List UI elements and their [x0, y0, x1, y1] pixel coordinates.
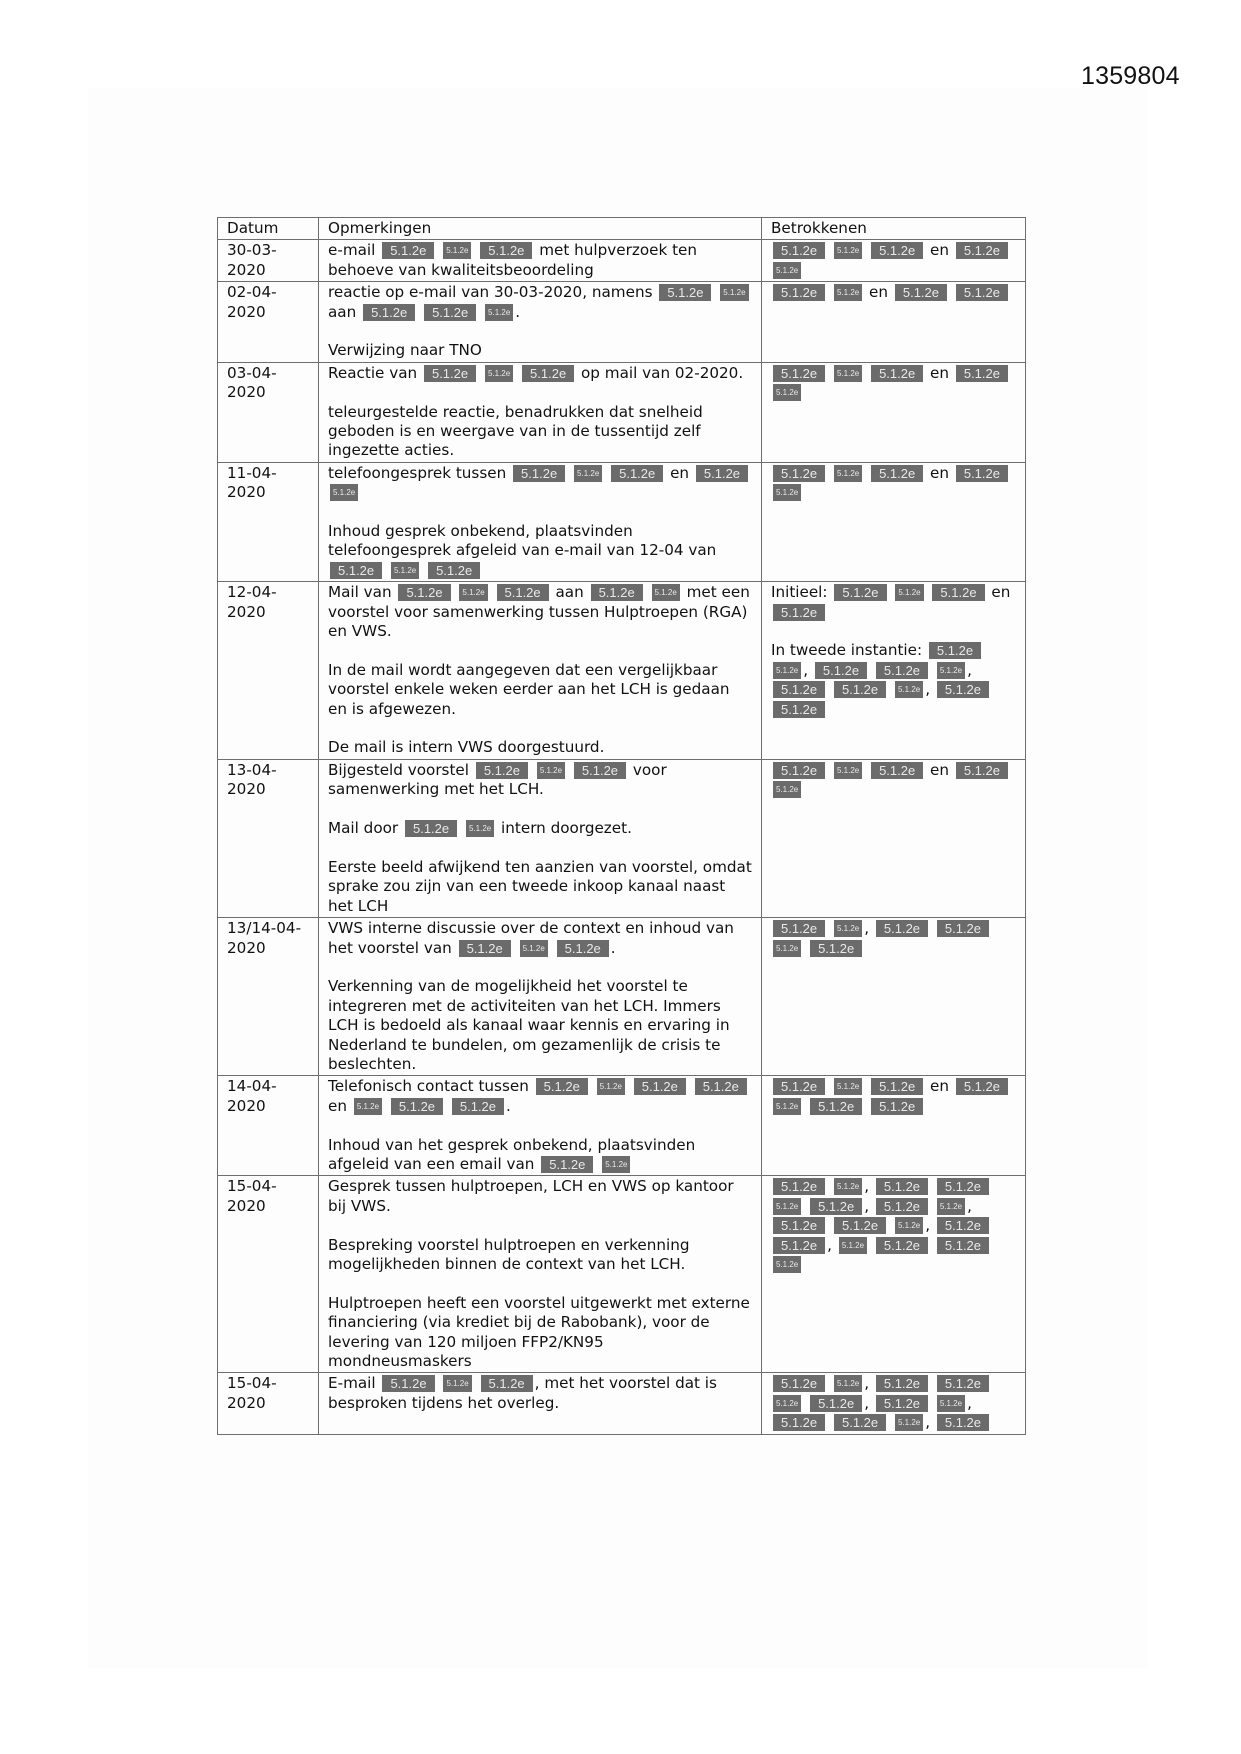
redaction-box: 5.1.2e: [459, 584, 487, 601]
redaction-box: 5.1.2e: [773, 1256, 801, 1273]
redaction-box: 5.1.2e: [956, 242, 1008, 259]
remarks-paragraph: Mail door 5.1.2e 5.1.2e intern doorgezet.: [328, 819, 632, 838]
involved-cell: [762, 282, 1026, 363]
redaction-box: 5.1.2e: [773, 920, 825, 937]
redaction-box: 5.1.2e: [937, 681, 989, 698]
redaction-box: 5.1.2e: [876, 1237, 928, 1254]
redaction-box: 5.1.2e: [485, 304, 513, 321]
redaction-box: 5.1.2e: [391, 1098, 443, 1115]
redaction-box: 5.1.2e: [773, 1078, 825, 1095]
remarks-paragraph: Verwijzing naar TNO: [328, 341, 482, 360]
date-cell: 03-04-2020: [218, 362, 319, 462]
redaction-box: 5.1.2e: [773, 662, 801, 679]
redaction-box: 5.1.2e: [834, 1217, 886, 1234]
redaction-box: 5.1.2e: [956, 465, 1008, 482]
table-row: [218, 1076, 1026, 1176]
redaction-box: 5.1.2e: [659, 284, 711, 301]
redaction-box: 5.1.2e: [382, 1375, 434, 1392]
redaction-box: 5.1.2e: [537, 762, 565, 779]
involved-cell: [762, 1076, 1026, 1176]
involved-paragraph: 5.1.2e 5.1.2e , 5.1.2e 5.1.2e 5.1.2e 5.1.2e , 5.1.2e 5.1.2e , 5.1.2e 5.1.2e 5.1.2e , 5.1.2e 5.1.2e , 5.1.2e 5.1.2e 5.1.2e 5.1.2e: [771, 1177, 1016, 1274]
redaction-box: 5.1.2e: [773, 262, 801, 279]
involved-cell: [762, 582, 1026, 760]
table-row: [218, 462, 1026, 581]
redaction-box: 5.1.2e: [956, 1078, 1008, 1095]
redaction-box: 5.1.2e: [834, 284, 862, 301]
involved-paragraph: 5.1.2e 5.1.2e 5.1.2e en 5.1.2e 5.1.2e: [771, 761, 1016, 800]
redaction-box: 5.1.2e: [834, 242, 862, 259]
redaction-box: 5.1.2e: [574, 762, 626, 779]
redaction-box: 5.1.2e: [696, 465, 748, 482]
redaction-box: 5.1.2e: [815, 662, 867, 679]
redaction-box: 5.1.2e: [773, 604, 825, 621]
remarks-paragraph: telefoongesprek tussen 5.1.2e 5.1.2e 5.1.2e en 5.1.2e 5.1.2e: [328, 464, 752, 503]
redaction-box: 5.1.2e: [876, 662, 928, 679]
involved-paragraph: 5.1.2e 5.1.2e 5.1.2e en 5.1.2e 5.1.2e: [771, 241, 1016, 280]
redaction-box: 5.1.2e: [773, 365, 825, 382]
involved-cell: [762, 362, 1026, 462]
involved-cell: [762, 1176, 1026, 1373]
remarks-cell: [319, 282, 762, 363]
redaction-box: 5.1.2e: [522, 365, 574, 382]
remarks-paragraph: De mail is intern VWS doorgestuurd.: [328, 738, 605, 757]
redaction-box: 5.1.2e: [597, 1078, 625, 1095]
redaction-box: 5.1.2e: [574, 465, 602, 482]
table-header-row: [218, 218, 1026, 240]
date-cell: 30-03-2020: [218, 240, 319, 282]
redaction-box: 5.1.2e: [773, 1217, 825, 1234]
redaction-box: 5.1.2e: [937, 1395, 965, 1412]
redaction-box: 5.1.2e: [611, 465, 663, 482]
redaction-box: 5.1.2e: [330, 562, 382, 579]
column-header: Datum: [218, 218, 319, 240]
redaction-box: 5.1.2e: [834, 681, 886, 698]
redaction-box: 5.1.2e: [876, 1375, 928, 1392]
redaction-box: 5.1.2e: [481, 1375, 533, 1392]
remarks-paragraph: Reactie van 5.1.2e 5.1.2e 5.1.2e op mail van 02-2020.: [328, 363, 744, 382]
table-row: [218, 1176, 1026, 1373]
involved-paragraph: 5.1.2e 5.1.2e 5.1.2e en 5.1.2e 5.1.2e: [771, 364, 1016, 403]
redaction-box: 5.1.2e: [834, 584, 886, 601]
remarks-cell: [319, 362, 762, 462]
table-row: [218, 759, 1026, 917]
redaction-box: 5.1.2e: [773, 762, 825, 779]
redaction-box: 5.1.2e: [956, 762, 1008, 779]
redaction-box: 5.1.2e: [932, 584, 984, 601]
remarks-paragraph: Mail van 5.1.2e 5.1.2e 5.1.2e aan 5.1.2e 5.1.2e met een voorstel voor samenwerking tussen Hulptroepen (RGA) en VWS.: [328, 583, 750, 641]
involved-cell: [762, 759, 1026, 917]
table-row: [218, 1373, 1026, 1434]
redaction-box: 5.1.2e: [937, 662, 965, 679]
redaction-box: 5.1.2e: [428, 562, 480, 579]
remarks-paragraph: Bespreking voorstel hulptroepen en verkenning mogelijkheden binnen de context van het LCH.: [328, 1235, 690, 1273]
redaction-box: 5.1.2e: [443, 242, 471, 259]
redaction-box: 5.1.2e: [773, 1395, 801, 1412]
remarks-paragraph: Telefonisch contact tussen 5.1.2e 5.1.2e 5.1.2e 5.1.2e en 5.1.2e 5.1.2e 5.1.2e .: [328, 1077, 752, 1116]
redaction-box: 5.1.2e: [810, 1198, 862, 1215]
redaction-box: 5.1.2e: [382, 242, 434, 259]
redaction-box: 5.1.2e: [541, 1156, 593, 1173]
redaction-box: 5.1.2e: [895, 584, 923, 601]
redaction-box: 5.1.2e: [773, 1237, 825, 1254]
redaction-box: 5.1.2e: [363, 304, 415, 321]
redaction-box: 5.1.2e: [520, 940, 548, 957]
redaction-box: 5.1.2e: [476, 762, 528, 779]
remarks-paragraph: In de mail wordt aangegeven dat een vergelijkbaar voorstel enkele weken eerder aan het LCH is gedaan en is afgewezen.: [328, 660, 730, 718]
remarks-paragraph: reactie op e-mail van 30-03-2020, namens 5.1.2e 5.1.2e aan 5.1.2e 5.1.2e 5.1.2e .: [328, 283, 752, 322]
date-cell: 13/14-04-2020: [218, 918, 319, 1076]
remarks-cell: [319, 1076, 762, 1176]
redaction-box: 5.1.2e: [557, 940, 609, 957]
remarks-paragraph: Inhoud van het gesprek onbekend, plaatsvinden afgeleid van een email van 5.1.2e 5.1.2e: [328, 1135, 696, 1173]
remarks-cell: [319, 582, 762, 760]
remarks-paragraph: Inhoud gesprek onbekend, plaatsvinden telefoongesprek afgeleid van e-mail van 12-04 van 5.1.2e 5.1.2e 5.1.2e: [328, 522, 717, 578]
involved-paragraph: 5.1.2e 5.1.2e en 5.1.2e 5.1.2e: [771, 283, 1016, 302]
redaction-box: 5.1.2e: [773, 940, 801, 957]
involved-paragraph: In tweede instantie: 5.1.2e 5.1.2e , 5.1.2e 5.1.2e 5.1.2e , 5.1.2e 5.1.2e 5.1.2e , 5.1.2e 5.1.2e: [771, 641, 1016, 719]
remarks-paragraph: E-mail 5.1.2e 5.1.2e 5.1.2e , met het voorstel dat is besproken tijdens het overleg.: [328, 1374, 717, 1412]
remarks-paragraph: Bijgesteld voorstel 5.1.2e 5.1.2e 5.1.2e voor samenwerking met het LCH.: [328, 760, 667, 799]
redaction-box: 5.1.2e: [810, 1395, 862, 1412]
table-row: [218, 240, 1026, 282]
redaction-box: 5.1.2e: [773, 242, 825, 259]
redaction-box: 5.1.2e: [834, 1078, 862, 1095]
redaction-box: 5.1.2e: [834, 762, 862, 779]
redaction-box: 5.1.2e: [871, 465, 923, 482]
redaction-box: 5.1.2e: [485, 365, 513, 382]
redaction-box: 5.1.2e: [354, 1098, 382, 1115]
redaction-box: 5.1.2e: [937, 920, 989, 937]
remarks-paragraph: e-mail 5.1.2e 5.1.2e 5.1.2e met hulpverzoek ten behoeve van kwaliteitsbeoordeling: [328, 241, 698, 279]
redaction-box: 5.1.2e: [480, 242, 532, 259]
redaction-box: 5.1.2e: [773, 781, 801, 798]
redaction-box: 5.1.2e: [810, 940, 862, 957]
involved-cell: [762, 918, 1026, 1076]
table-row: [218, 282, 1026, 363]
redaction-box: 5.1.2e: [937, 1414, 989, 1431]
redaction-box: 5.1.2e: [652, 584, 680, 601]
redaction-box: 5.1.2e: [929, 642, 981, 659]
redaction-box: 5.1.2e: [424, 304, 476, 321]
redaction-box: 5.1.2e: [895, 1217, 923, 1234]
remarks-cell: [319, 1176, 762, 1373]
redaction-box: 5.1.2e: [695, 1078, 747, 1095]
redaction-box: 5.1.2e: [459, 940, 511, 957]
redaction-box: 5.1.2e: [398, 584, 450, 601]
remarks-cell: [319, 759, 762, 917]
redaction-box: 5.1.2e: [871, 1098, 923, 1115]
redaction-box: 5.1.2e: [773, 1098, 801, 1115]
redaction-box: 5.1.2e: [834, 465, 862, 482]
date-cell: 13-04-2020: [218, 759, 319, 917]
redaction-box: 5.1.2e: [895, 284, 947, 301]
redaction-box: 5.1.2e: [834, 1414, 886, 1431]
date-cell: 02-04-2020: [218, 282, 319, 363]
redaction-box: 5.1.2e: [773, 465, 825, 482]
remarks-cell: [319, 1373, 762, 1434]
document-id: 1359804: [1081, 62, 1180, 90]
date-cell: 11-04-2020: [218, 462, 319, 581]
involved-paragraph: 5.1.2e 5.1.2e 5.1.2e en 5.1.2e 5.1.2e: [771, 464, 1016, 503]
redaction-box: 5.1.2e: [513, 465, 565, 482]
remarks-paragraph: VWS interne discussie over de context en inhoud van het voorstel van 5.1.2e 5.1.2e 5.1.2e .: [328, 919, 734, 957]
redaction-box: 5.1.2e: [937, 1375, 989, 1392]
timeline-table: [217, 217, 1026, 1435]
redaction-box: 5.1.2e: [405, 820, 457, 837]
redaction-box: 5.1.2e: [773, 1375, 825, 1392]
redaction-box: 5.1.2e: [602, 1156, 630, 1173]
redaction-box: 5.1.2e: [330, 484, 358, 501]
redaction-box: 5.1.2e: [773, 1414, 825, 1431]
redaction-box: 5.1.2e: [839, 1237, 867, 1254]
redaction-box: 5.1.2e: [634, 1078, 686, 1095]
date-cell: 14-04-2020: [218, 1076, 319, 1176]
redaction-box: 5.1.2e: [497, 584, 549, 601]
redaction-box: 5.1.2e: [876, 1178, 928, 1195]
remarks-paragraph: Verkenning van de mogelijkheid het voorstel te integreren met de activiteiten van het LCH. Immers LCH is bedoeld als kanaal waar kennis en ervaring in Nederland te bundelen, om gezamenlijk de crisis te beslechten.: [328, 977, 730, 1073]
redaction-box: 5.1.2e: [871, 1078, 923, 1095]
remarks-paragraph: teleurgestelde reactie, benadrukken dat snelheid geboden is en weergave van in de tussentijd zelf ingezette acties.: [328, 402, 703, 460]
redaction-box: 5.1.2e: [810, 1098, 862, 1115]
date-cell: 12-04-2020: [218, 582, 319, 760]
redaction-box: 5.1.2e: [871, 762, 923, 779]
redaction-box: 5.1.2e: [536, 1078, 588, 1095]
remarks-cell: [319, 462, 762, 581]
remarks-paragraph: Hulptroepen heeft een voorstel uitgewerkt met externe financiering (via krediet bij de Rabobank), voor de levering van 120 miljoen FFP2/KN95 mondneusmaskers: [328, 1293, 750, 1370]
redaction-box: 5.1.2e: [937, 1198, 965, 1215]
redaction-box: 5.1.2e: [871, 365, 923, 382]
involved-cell: [762, 1373, 1026, 1434]
redaction-box: 5.1.2e: [895, 681, 923, 698]
redaction-box: 5.1.2e: [956, 284, 1008, 301]
redaction-box: 5.1.2e: [773, 1198, 801, 1215]
redaction-box: 5.1.2e: [773, 701, 825, 718]
involved-paragraph: 5.1.2e 5.1.2e , 5.1.2e 5.1.2e 5.1.2e 5.1.2e , 5.1.2e 5.1.2e , 5.1.2e 5.1.2e 5.1.2e , 5.1.2e: [771, 1374, 1016, 1432]
redaction-box: 5.1.2e: [937, 1237, 989, 1254]
table-row: [218, 918, 1026, 1076]
involved-paragraph: Initieel: 5.1.2e 5.1.2e 5.1.2e en 5.1.2e: [771, 583, 1011, 620]
remarks-cell: [319, 918, 762, 1076]
redaction-box: 5.1.2e: [773, 384, 801, 401]
redaction-box: 5.1.2e: [876, 1395, 928, 1412]
involved-cell: [762, 462, 1026, 581]
redaction-box: 5.1.2e: [773, 1178, 825, 1195]
column-header: Opmerkingen: [319, 218, 762, 240]
redaction-box: 5.1.2e: [895, 1414, 923, 1431]
date-cell: 15-04-2020: [218, 1176, 319, 1373]
remarks-paragraph: Gesprek tussen hulptroepen, LCH en VWS op kantoor bij VWS.: [328, 1177, 734, 1215]
table-row: [218, 362, 1026, 462]
redaction-box: 5.1.2e: [452, 1098, 504, 1115]
redaction-box: 5.1.2e: [591, 584, 643, 601]
redaction-box: 5.1.2e: [876, 1198, 928, 1215]
redaction-box: 5.1.2e: [871, 242, 923, 259]
redaction-box: 5.1.2e: [773, 681, 825, 698]
involved-cell: [762, 240, 1026, 282]
redaction-box: 5.1.2e: [720, 284, 748, 301]
remarks-cell: [319, 240, 762, 282]
redaction-box: 5.1.2e: [834, 1178, 862, 1195]
redaction-box: 5.1.2e: [834, 365, 862, 382]
redaction-box: 5.1.2e: [773, 484, 801, 501]
redaction-box: 5.1.2e: [773, 284, 825, 301]
remarks-paragraph: Eerste beeld afwijkend ten aanzien van voorstel, omdat sprake zou zijn van een tweede inkoop kanaal naast het LCH: [328, 857, 752, 915]
date-cell: 15-04-2020: [218, 1373, 319, 1434]
involved-paragraph: 5.1.2e 5.1.2e 5.1.2e en 5.1.2e 5.1.2e 5.1.2e 5.1.2e: [771, 1077, 1016, 1116]
redaction-box: 5.1.2e: [424, 365, 476, 382]
involved-paragraph: 5.1.2e 5.1.2e , 5.1.2e 5.1.2e 5.1.2e 5.1.2e: [771, 919, 1016, 958]
redaction-box: 5.1.2e: [391, 562, 419, 579]
redaction-box: 5.1.2e: [834, 920, 862, 937]
redaction-box: 5.1.2e: [937, 1178, 989, 1195]
redaction-box: 5.1.2e: [876, 920, 928, 937]
redaction-box: 5.1.2e: [937, 1217, 989, 1234]
redaction-box: 5.1.2e: [834, 1375, 862, 1392]
table-row: [218, 582, 1026, 760]
redaction-box: 5.1.2e: [956, 365, 1008, 382]
column-header: Betrokkenen: [762, 218, 1026, 240]
redaction-box: 5.1.2e: [443, 1375, 471, 1392]
redaction-box: 5.1.2e: [466, 820, 494, 837]
